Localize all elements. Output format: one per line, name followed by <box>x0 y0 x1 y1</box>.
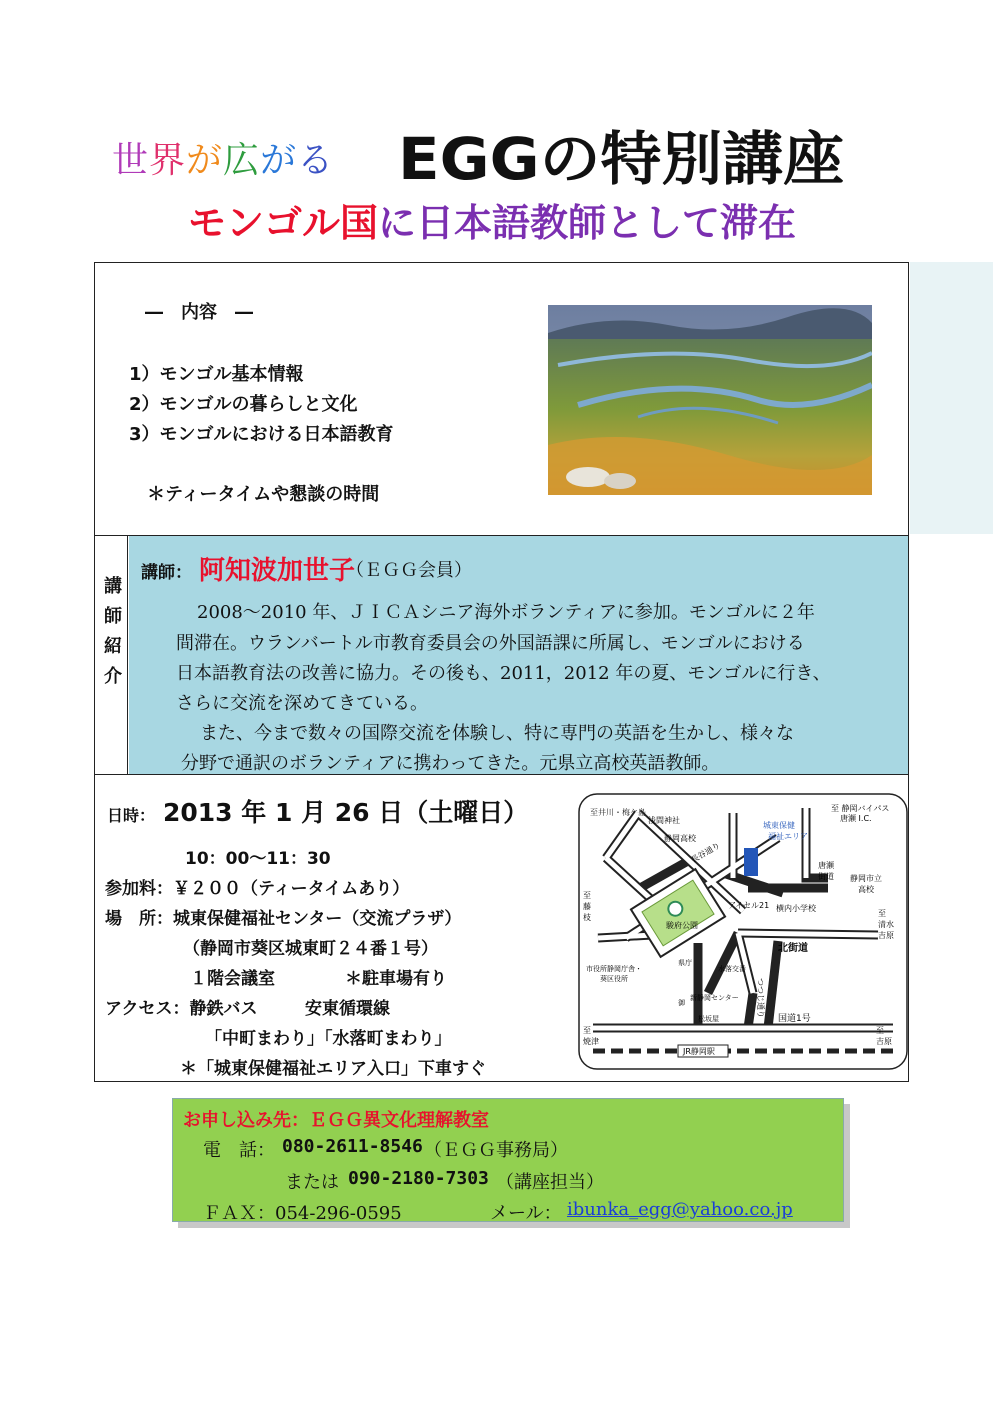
event-fee: 参加料：￥２００（ティータイムあり） <box>105 879 410 899</box>
tagline-char: 広 <box>223 140 261 181</box>
map-label-shiritsu2: 高校 <box>858 885 874 894</box>
map-label-ne: 至 静岡バイパス <box>831 804 890 813</box>
map-label-tsutsuji: つつじ通り <box>756 978 765 1018</box>
lecturer-affiliation: （ＥＧＧ会員） <box>346 560 472 581</box>
main-title: EGGの特別講座 <box>398 125 845 193</box>
map-label-shiritsu1: 静岡市立 <box>850 874 882 883</box>
lecturer-name: 阿知波加世子 <box>199 556 356 586</box>
event-room: １階会議室 <box>190 969 275 989</box>
apply-tel-label: 電 話： <box>203 1140 275 1161</box>
map-label-ne2: 唐瀬 I.C. <box>840 814 872 823</box>
event-address: （静岡市葵区城東町２４番１号） <box>183 939 438 959</box>
apply-mail-label: メール： <box>490 1203 562 1224</box>
map-label-sw: 至 <box>583 1026 591 1035</box>
map-label-karase1: 唐瀬 <box>818 861 834 870</box>
event-parking: ＊駐車場有り <box>345 969 447 989</box>
map-label-shiyakusho1: 市役所静岡庁舎・ <box>586 965 642 973</box>
tagline <box>112 132 334 183</box>
access-line: 安東循環線 <box>305 999 390 1019</box>
access-label: アクセス：静鉄バス <box>105 999 258 1019</box>
apply-fax: ＦＡＸ：054-296-0595 <box>203 1203 402 1224</box>
map-label-aisel: アイセル21 <box>728 901 770 910</box>
apply-tel2-note: （講座担当） <box>496 1172 604 1193</box>
content-item-1: 1）モンゴル基本情報 <box>129 364 304 385</box>
content-note: ＊ティータイムや懇談の時間 <box>147 484 380 505</box>
map-label-nw: 至井川・梅ケ島 <box>590 808 646 817</box>
bio-line-6: 分野で通訳のボランティアに携わってきた。元県立高校英語教師。 <box>181 753 720 774</box>
side-panel <box>910 262 993 534</box>
map-label-w: 至 <box>583 891 591 900</box>
tagline-char: 世 <box>112 140 150 181</box>
lecturer-side-label: 講師紹介 <box>104 576 122 687</box>
apply-tel1: 080-2611-8546 <box>282 1136 423 1157</box>
tagline-char: 界 <box>149 140 187 181</box>
bio-line-1: 2008～2010 年、ＪＩＣＡシニア海外ボランティアに参加。モンゴルに２年 <box>197 602 815 623</box>
map-label-asama: 浅間神社 <box>648 816 680 825</box>
date-value: 2013 年 1 月 26 日（土曜日） <box>163 798 529 827</box>
map-label-kitakaido: 北街道 <box>778 943 808 954</box>
map-label-area2: 福祉エリア <box>768 832 808 841</box>
mongolia-landscape-photo <box>548 305 872 495</box>
content-heading: ― 内容 ― <box>145 302 253 323</box>
map-label-w3: 枝 <box>583 913 591 922</box>
map-label-ken: 県庁 <box>678 959 692 967</box>
subtitle-red: モンゴル国 <box>188 201 379 245</box>
map-label-station: JR静岡駅 <box>683 1047 715 1056</box>
date-label: 日時： <box>107 806 156 825</box>
content-item-3: 3）モンゴルにおける日本語教育 <box>129 424 394 445</box>
map-label-se: 至 <box>876 1026 884 1035</box>
tagline-char: が <box>186 140 224 181</box>
bio-line-2: 間滞在。ウランバートル市教育委員会の外国語課に所属し、モンゴルにおける <box>176 633 805 654</box>
map-label-shiyakusho2: 葵区役所 <box>600 975 628 983</box>
map-label-mizuochi: 水落交番 <box>718 965 746 973</box>
access-routes: 「中町まわり」「水落町まわり」 <box>205 1029 452 1049</box>
bio-line-5: また、今まで数々の国際交流を体験し、特に専門の英語を生かし、様々な <box>200 723 794 744</box>
map-label-e: 至 <box>878 909 886 918</box>
content-item-2: 2）モンゴルの暮らしと文化 <box>129 394 358 415</box>
map-label-koko: 静岡高校 <box>664 834 696 843</box>
map-label-e2: 清水 <box>878 920 894 929</box>
tagline-char: が <box>260 140 298 181</box>
map-label-park: 駿府公園 <box>666 921 698 930</box>
access-map <box>578 793 908 1070</box>
tagline-char: る <box>297 140 335 181</box>
bio-line-4: さらに交流を深めてきている。 <box>176 693 428 714</box>
map-label-karase2: 街道 <box>818 872 834 881</box>
map-label-matsuzakaya: 松坂屋 <box>698 1015 719 1023</box>
map-label-kokudo: 国道1号 <box>778 1014 811 1024</box>
bio-line-3: 日本語教育法の改善に協力。その後も、2011，2012 年の夏、モンゴルに行き、 <box>176 663 831 684</box>
lecturer-label: 講師： <box>141 563 192 583</box>
map-label-shinshizuoka: 新静岡センター <box>690 994 739 1002</box>
apply-title: お申し込み先：ＥＧＧ異文化理解教室 <box>183 1110 489 1131</box>
map-label-sw2: 焼津 <box>583 1037 599 1046</box>
map-label-se2: 吉原 <box>876 1037 892 1046</box>
apply-tel2: 090-2180-7303 <box>348 1168 489 1189</box>
map-label-w2: 藤 <box>583 902 591 911</box>
event-place: 場 所：城東保健福祉センター（交流プラザ） <box>105 909 462 929</box>
map-label-yokouchi: 横内小学校 <box>776 904 816 913</box>
apply-tel1-note: （ＥＧＧ事務局） <box>424 1140 568 1161</box>
email-link[interactable]: ibunka_egg@yahoo.co.jp <box>567 1199 793 1220</box>
apply-or: または <box>285 1172 339 1193</box>
map-label-area1: 城東保健 <box>763 821 795 830</box>
event-time: 10：00～11：30 <box>185 849 331 869</box>
subtitle <box>188 192 796 247</box>
map-label-e3: 吉原 <box>878 931 894 940</box>
access-stop: ＊「城東保健福祉エリア入口」下車すぐ <box>180 1059 486 1079</box>
map-label-gokoku: 御 <box>678 999 685 1007</box>
map-label-nagatani: 長谷通り <box>689 840 722 865</box>
subtitle-purple: に日本語教師として滞在 <box>378 201 797 245</box>
